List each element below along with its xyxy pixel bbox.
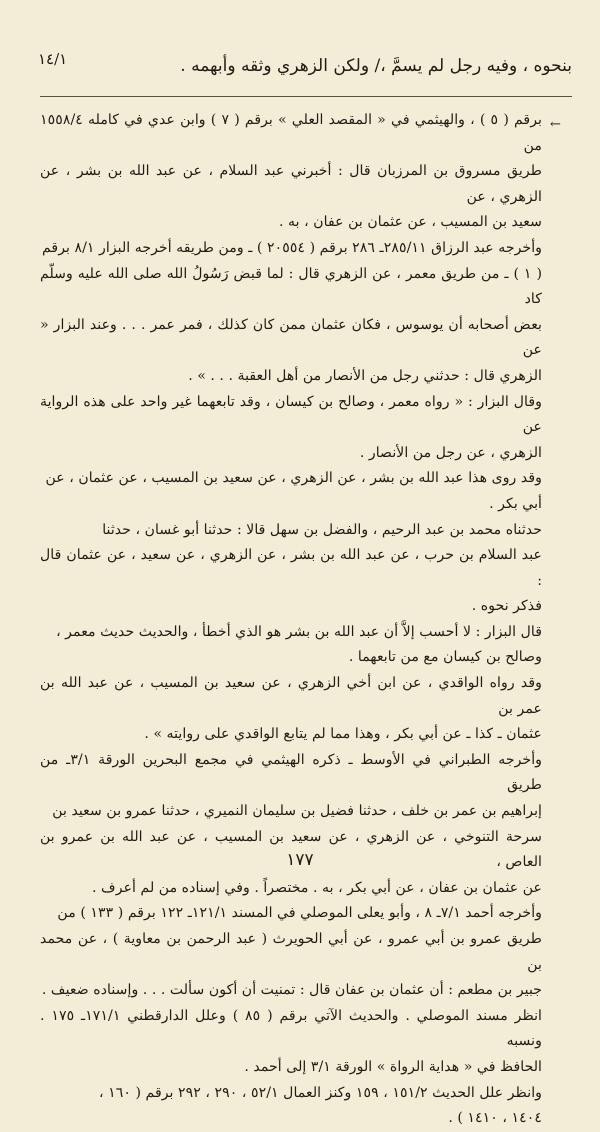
footnote-line: وأخرجه الطبراني في الأوسط ـ ذكره الهيثمي في مجمع البحرين الورقة ٣/١ـ من طريق <box>40 751 542 794</box>
footnote-line: انظر مسند الموصلي . والحديث الآتي برقم ( ٨٥ ) وعلل الدارقطني ١٧١/١ـ ١٧٥ . ونسبه <box>40 1007 542 1050</box>
page-number: ١٧٧ <box>286 850 314 870</box>
footnote-line: حدثناه محمد بن عبد الرحيم ، والفضل بن سهل قالا : حدثنا أبو غسان ، حدثنا <box>102 521 542 538</box>
footnote-line: بعض أصحابه أن يوسوس ، فكان عثمان ممن كان كذلك ، فمر عمر . . . وعند البزار « عن <box>40 316 542 359</box>
footnote-line: أبي بكر . <box>489 495 542 512</box>
footnote-line: وأخرجه أحمد ٧/١ـ ٨ ، وأبو يعلى الموصلي في المسند ١٢١/١ـ ١٢٢ برقم ( ١٣٣ ) من <box>57 905 542 922</box>
footnote-line: وقال البزار : « رواه معمر ، وصالح بن كيسان ، وقد تابعهما غير واحد على هذه الرواية عن <box>40 393 542 436</box>
footnote-line: فذكر نحوه . <box>471 598 542 615</box>
footnote-line: سعيد بن المسيب ، عن عثمان بن عفان ، به . <box>279 214 542 231</box>
footnote-line: قال البزار : لا أحسب إلاَّ أن عبد الله بن بشر هو الذي أخطأ ، والحديث حديث معمر ، <box>56 623 542 640</box>
footnote-line: عبد السلام بن حرب ، عن عبد الله بن بشر ، عن الزهري ، عن سعيد ، عن عثمان قال : <box>40 547 542 589</box>
footnote-line: برقم ( ٥ ) ، والهيثمي في « المقصد العلي » برقم ( ٧ ) وابن عدي في كامله ١٥٥٨/٤ من <box>40 112 542 154</box>
continuation-arrow-icon: ← <box>550 117 561 132</box>
footnote-line: طريق مسروق بن المرزبان قال : أخبرني عبد السلام ، عن عبد الله بن بشر ، عن الزهري ، عن <box>40 163 542 205</box>
footnote-line: الزهري ، عن رجل من الأنصار . <box>359 444 542 461</box>
footnote-divider <box>40 96 572 97</box>
footnote-line: عثمان ـ كذا ـ عن أبي بكر ، وهذا مما لم يتابع الواقدي على روايته » . <box>144 726 542 743</box>
footnote-line: وأخرجه عبد الرزاق ٢٨٥/١١ـ ٢٨٦ برقم ( ٢٠٥٥٤ ) ـ ومن طريقه أخرجه البزار ٨/١ برقم <box>41 239 542 256</box>
footnote-line: عن عثمان بن عفان ، عن أبي بكر ، به . مختصراً . وفي إسناده من لم أعرف . <box>92 879 542 896</box>
footnote-line: وانظر علل الحديث ١٥١/٢ ، ١٥٩ وكنز العمال ٥٢/١ ، ٢٩٠ ، ٢٩٢ برقم ( ١٦٠ ، <box>98 1084 542 1101</box>
footnote-line: طريق عمرو بن أبي عمرو ، عن أبي الحويرث ( عبد الرحمن بن معاوية ) ، عن محمد بن <box>40 931 542 973</box>
page-reference: ١٤/١ <box>38 50 68 68</box>
footnote-body <box>40 108 542 1132</box>
footnote-line: جبير بن مطعم : أن عثمان بن عفان قال : تمنيت أن أكون سألت . . . وإسناده ضعيف . <box>41 982 542 999</box>
running-text-line: بنحوه ، وفيه رجل لم يسمَّ ،/ ولكن الزهري وثقه وأبهمه . <box>180 56 572 76</box>
footnote-line: سرحة التنوخي ، عن الزهري ، عن سعيد بن المسيب ، عن عبد الله بن عمرو بن العاص ، <box>40 828 542 871</box>
footnote-line: الحافظ في « هداية الرواة » الورقة ٣/١ إلى أحمد . <box>244 1058 542 1075</box>
footnote-line: ١٤٠٤ ، ١٤١٠ ) . <box>448 1110 542 1127</box>
footnote-line: وقد روى هذا عبد الله بن بشر ، عن الزهري ، عن سعيد بن المسيب ، عن عثمان ، عن <box>45 470 542 487</box>
footnote-line: ( ١ ) ـ من طريق معمر ، عن الزهري قال : لما قبض رَسُولُ الله صلى الله عليه وسلّم كاد <box>40 265 542 308</box>
footnote-line: وصالح بن كيسان مع من تابعهما . <box>348 649 542 666</box>
footnote-line: إبراهيم بن عمر بن خلف ، حدثنا فضيل بن سليمان النميري ، حدثنا عمرو بن سعيد بن <box>52 803 542 820</box>
footnote-line: الزهري قال : حدثني رجل من الأنصار من أهل العقبة . . . » . <box>188 367 542 384</box>
footnote-line: وقد رواه الواقدي ، عن ابن أخي الزهري ، عن سعيد بن المسيب ، عن عبد الله بن عمر بن <box>40 675 542 717</box>
